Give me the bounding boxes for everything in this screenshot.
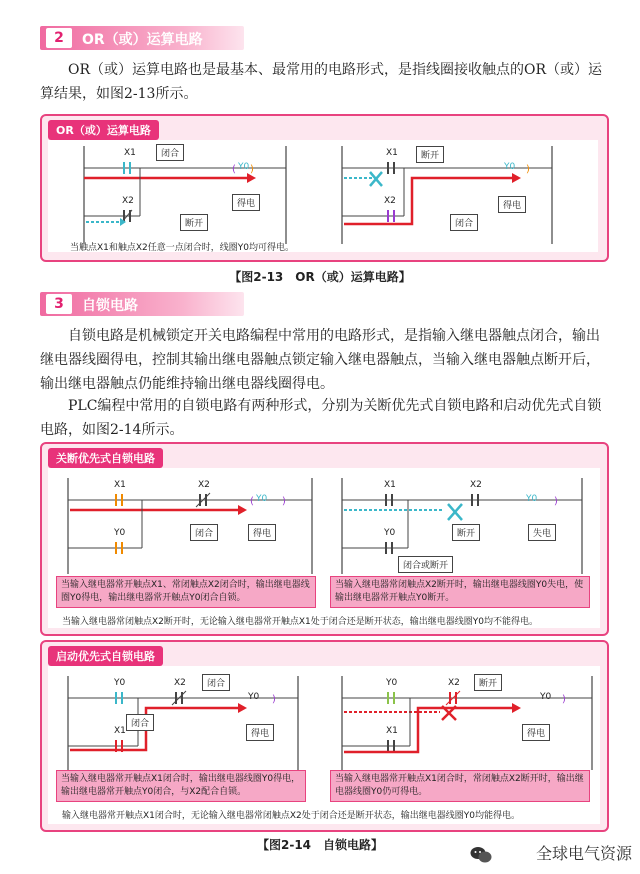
- figure-start-priority: [40, 640, 609, 832]
- label-x2: X2: [198, 480, 210, 490]
- explanation-left: 当输入继电器常开触点X1、常闭触点X2闭合时，输出继电器线圈Y0得电，输出继电器常开触点Y0闭合自锁。: [56, 576, 316, 608]
- explanation-right: 当输入继电器常闭触点X2断开时，输出继电器线圈Y0失电，使输出继电器常开触点Y0断开。: [330, 576, 590, 608]
- section-number: 3: [46, 294, 72, 314]
- label-x2: X2: [122, 196, 134, 206]
- callout-either-right: 闭合或断开: [398, 556, 453, 573]
- paragraph-selflock: 自锁电路是机械锁定开关电路编程中常用的电路形式，是指输入继电器触点闭合，输出继电器线圈得电，控制其输出继电器触点锁定输入继电器触点，当输入继电器触点断开后，输出继电器触点仍能维持输出继电器线圈得电。: [40, 328, 600, 392]
- svg-text:): ): [272, 694, 276, 705]
- paragraph-plc: PLC编程中常用的自锁电路有两种形式，分别为关断优先式自锁电路和启动优先式自锁电路，如图2-14所示。: [40, 398, 602, 438]
- label-y0-coil: Y0: [256, 494, 268, 504]
- callout-closed: 闭合: [190, 524, 218, 541]
- label-y0-coil-right: Y0: [526, 494, 538, 504]
- svg-text:(: (: [250, 496, 254, 507]
- callout-open-right: 断开: [416, 146, 444, 163]
- label-x2: X2: [174, 678, 186, 688]
- label-y0-coil: Y0: [248, 692, 260, 702]
- label-y0-contact-right: Y0: [384, 528, 396, 538]
- label-y0-contact: Y0: [114, 528, 126, 538]
- figure-tab: 关断优先式自锁电路: [48, 448, 163, 468]
- label-x1: X1: [124, 148, 136, 158]
- svg-text:): ): [250, 164, 254, 175]
- figure-caption: 【图2-13 OR（或）运算电路】: [229, 270, 411, 284]
- callout-energized-right: 得电: [498, 196, 526, 213]
- figure-note: 输入继电器常开触点X1闭合时，无论输入继电器常闭触点X2处于闭合还是断开状态，输出继电器线圈Y0均能得电。: [62, 811, 521, 821]
- section-number: 2: [46, 28, 72, 48]
- label-y0-contact-right: Y0: [386, 678, 398, 688]
- callout-open: 断开: [180, 214, 208, 231]
- label-x1: X1: [114, 726, 126, 736]
- section-title: 自锁电路: [82, 298, 138, 314]
- label-x2-right: X2: [384, 196, 396, 206]
- wechat-icon: [470, 846, 492, 864]
- label-x1: X1: [114, 480, 126, 490]
- callout-closed-right: 闭合: [450, 214, 478, 231]
- label-x2-right: X2: [470, 480, 482, 490]
- callout-open-right: 断开: [452, 524, 480, 541]
- figure-tab: OR（或）运算电路: [48, 120, 159, 140]
- explanation-left: 当输入继电器常开触点X1闭合时，输出继电器线圈Y0得电，输出继电器常开触点Y0闭合，与X2配合自锁。: [56, 770, 306, 802]
- section-title: OR（或）运算电路: [82, 32, 203, 48]
- figure-note: 当输入继电器常闭触点X2断开时，无论输入继电器常开触点X1处于闭合还是断开状态，输出继电器线圈Y0均不能得电。: [62, 617, 539, 627]
- svg-text:): ): [562, 694, 566, 705]
- callout-energized: 得电: [232, 194, 260, 211]
- svg-text:): ): [554, 496, 558, 507]
- paragraph-or: OR（或）运算电路也是最基本、最常用的电路形式，是指线圈接收触点的OR（或）运算结果，如图2-13所示。: [40, 62, 603, 102]
- label-x1-right: X1: [386, 726, 398, 736]
- callout-closed-bottom: 闭合: [126, 714, 154, 731]
- watermark: 全球电气资源: [535, 844, 632, 863]
- figure-or-circuit: [40, 114, 609, 262]
- label-y0: Y0: [238, 162, 250, 172]
- callout-open-right: 断开: [474, 674, 502, 691]
- section-header-selflock: [40, 292, 244, 316]
- callout-deenergized-right: 失电: [528, 524, 556, 541]
- callout-energized: 得电: [246, 724, 274, 741]
- callout-closed: 闭合: [156, 144, 184, 161]
- label-x1-right: X1: [386, 148, 398, 158]
- svg-text:): ): [282, 496, 286, 507]
- svg-text:): ): [526, 164, 530, 175]
- label-y0-right: Y0: [504, 162, 516, 172]
- label-y0-contact: Y0: [114, 678, 126, 688]
- section-header-or: [40, 26, 244, 50]
- figure-off-priority: [40, 442, 609, 636]
- label-x1-right: X1: [384, 480, 396, 490]
- figure-tab: 启动优先式自锁电路: [48, 646, 163, 666]
- callout-energized: 得电: [248, 524, 276, 541]
- figure-caption: 【图2-14 自锁电路】: [256, 838, 384, 852]
- label-x2-right: X2: [448, 678, 460, 688]
- svg-text:(: (: [232, 164, 236, 175]
- callout-closed-top: 闭合: [202, 674, 230, 691]
- figure-note: 当触点X1和触点X2任意一点闭合时，线圈Y0均可得电。: [70, 243, 295, 253]
- explanation-right: 当输入继电器常开触点X1闭合时，常闭触点X2断开时，输出继电器线圈Y0仍可得电。: [330, 770, 590, 802]
- callout-energized-right: 得电: [522, 724, 550, 741]
- label-y0-coil-right: Y0: [540, 692, 552, 702]
